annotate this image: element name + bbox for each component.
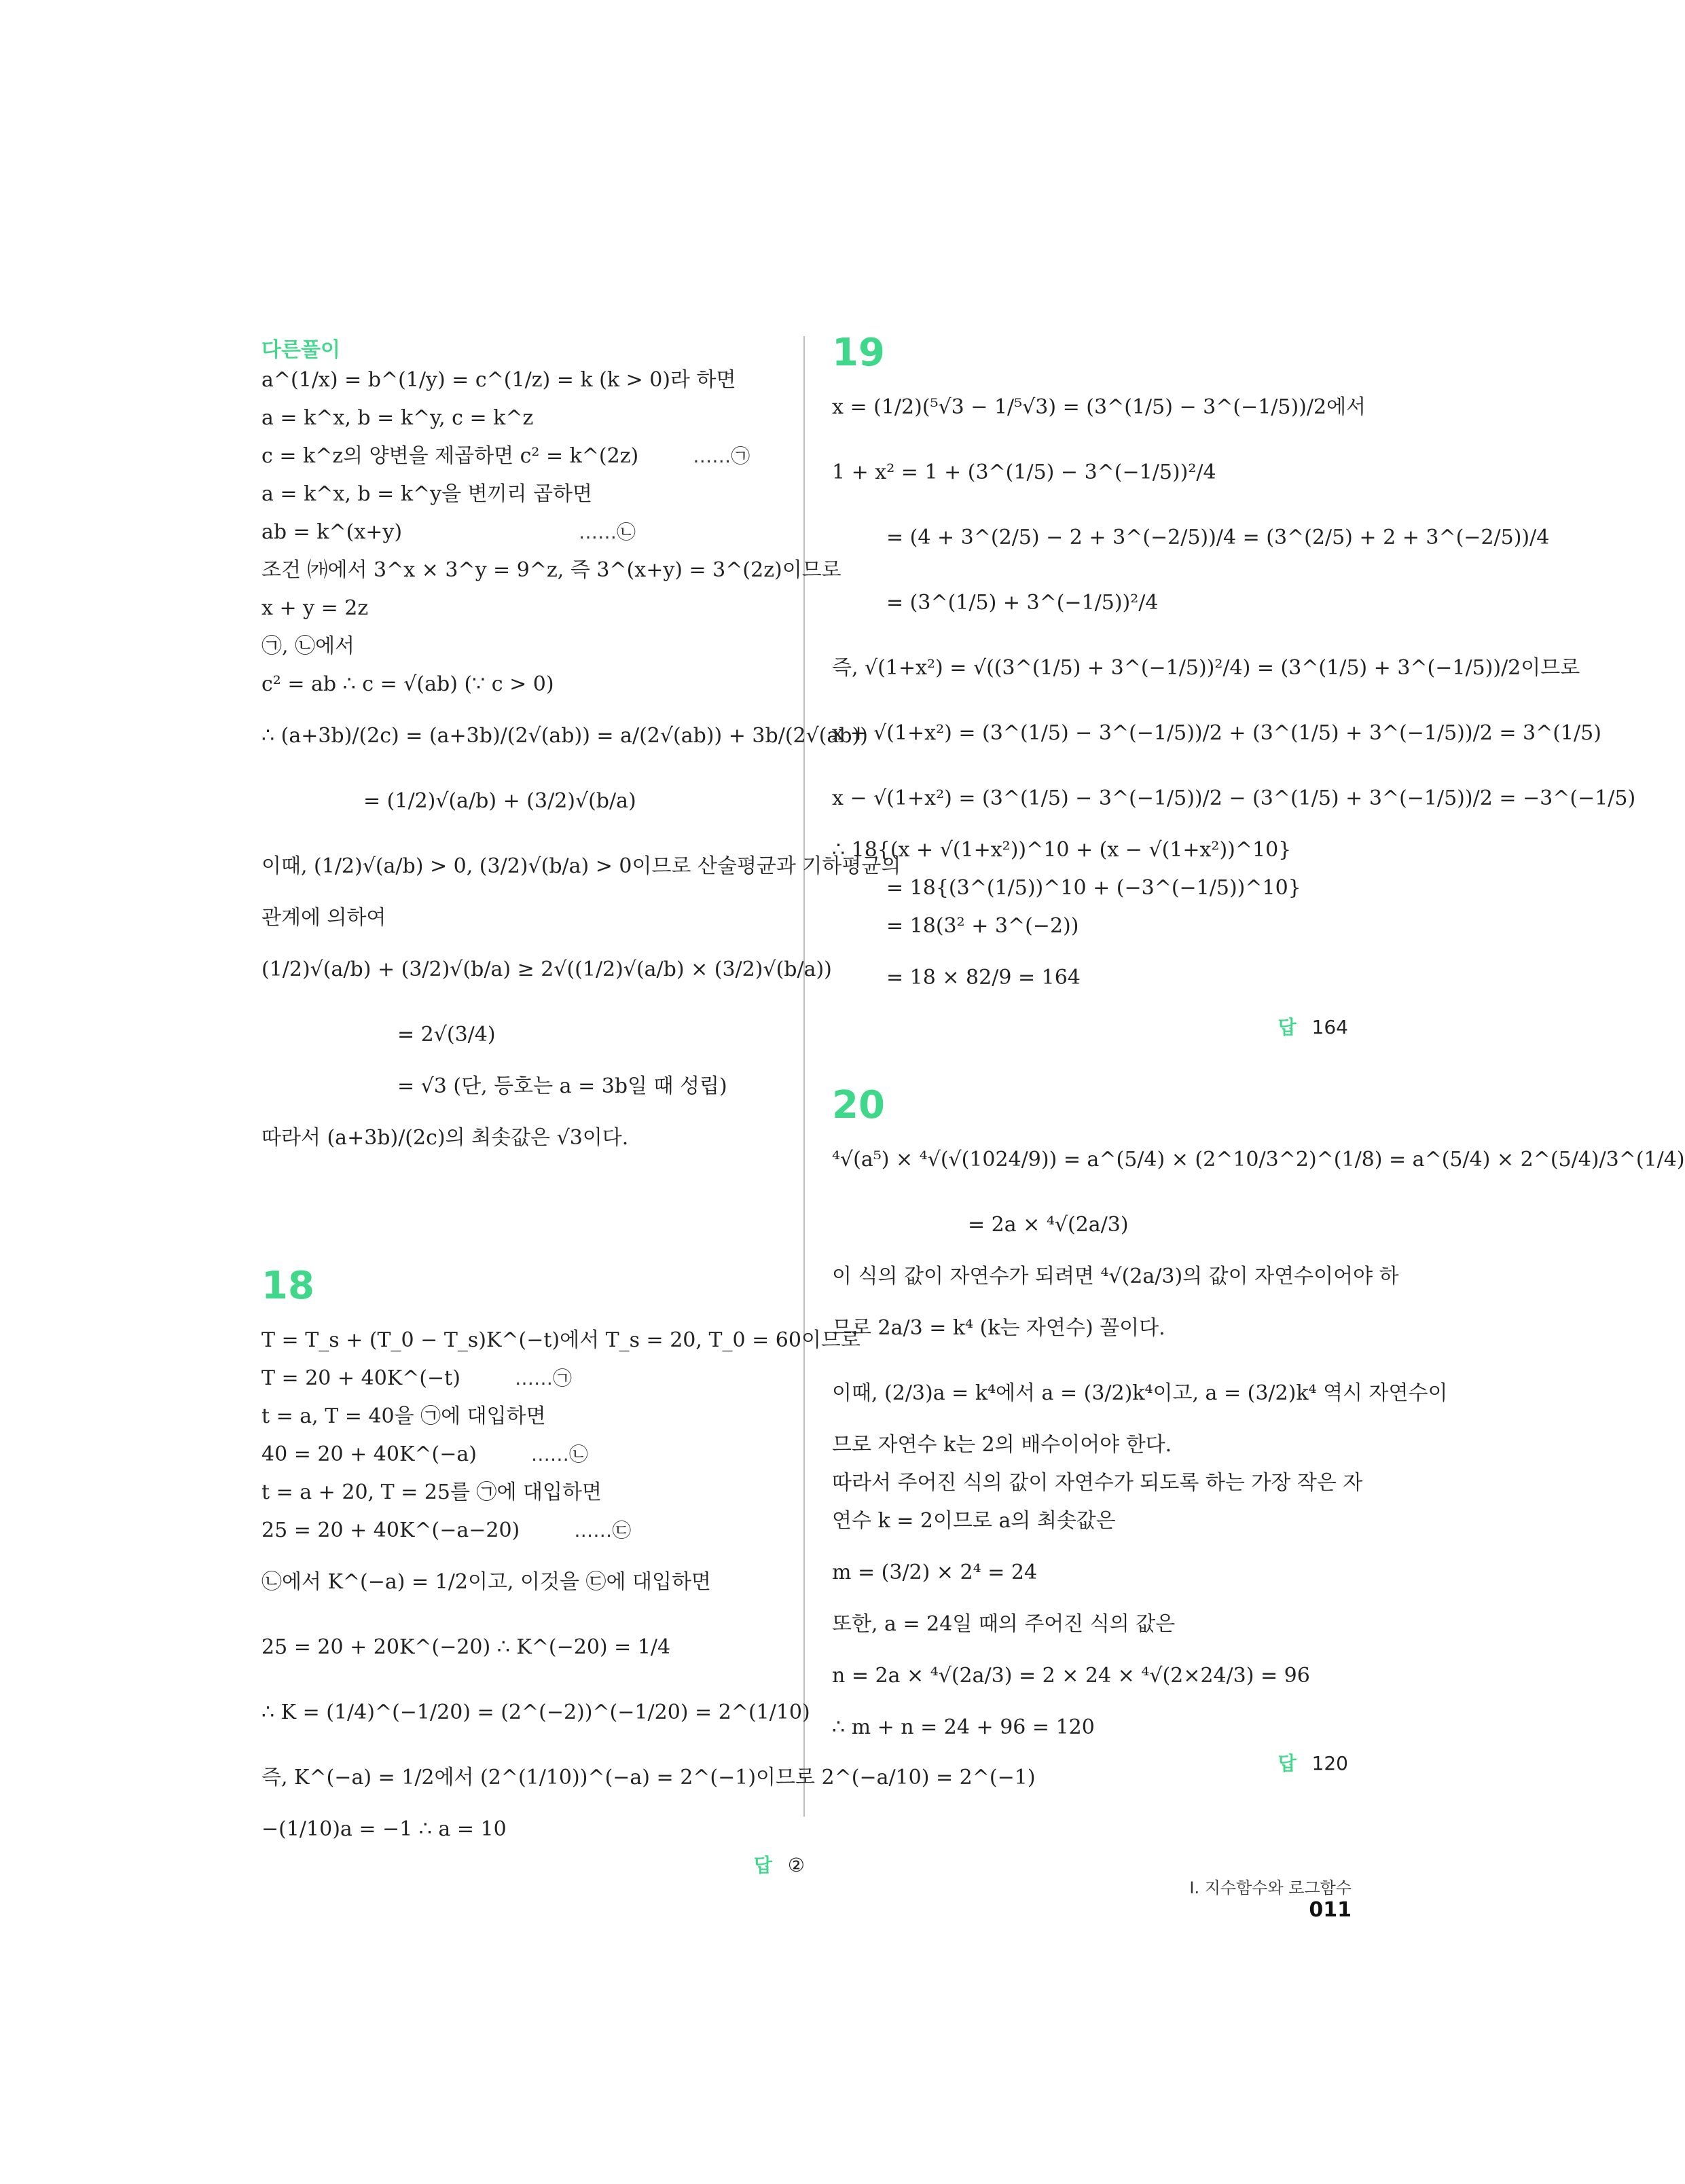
p19-line-11: = 18 × 82/9 = 164: [886, 966, 1081, 989]
p20-line-4: 므로 2a/3 = k⁴ (k는 자연수) 꼴이다.: [832, 1316, 1165, 1340]
alt-line-2: a = k^x, b = k^y, c = k^z: [261, 406, 534, 430]
p20-answer: [832, 1747, 1348, 1781]
p20-answer-label: 답: [1278, 1752, 1297, 1774]
p20-line-2: = 2a × ⁴√(2a/3): [968, 1213, 1129, 1237]
p18-line-8: 25 = 20 + 20K^(−20) ∴ K^(−20) = 1/4: [261, 1635, 671, 1659]
alt-line-15: = 2√(3/4): [397, 1023, 496, 1046]
equation-tag-1: ……㉠: [693, 445, 750, 467]
chapter-title: I. 지수함수와 로그함수: [1189, 1878, 1352, 1897]
p18-line-6: [261, 1512, 805, 1550]
p18-tag-2: ……㉡: [530, 1443, 588, 1466]
alt-line-3-text: c = k^z의 양변을 제곱하면 c² = k^(2z): [261, 444, 639, 468]
alt-line-4: a = k^x, b = k^y을 변끼리 곱하면: [261, 482, 593, 506]
p19-answer-value: 164: [1311, 1016, 1348, 1038]
p18-answer-label: 답: [753, 1854, 772, 1876]
p19-line-2: 1 + x² = 1 + (3^(1/5) − 3^(−1/5))²/4: [832, 460, 1216, 484]
p19-line-1: x = (1/2)(⁵√3 − 1/⁵√3) = (3^(1/5) − 3^(−1/5))/2에서: [832, 395, 1366, 419]
alt-line-11: = (1/2)√(a/b) + (3/2)√(b/a): [363, 789, 636, 813]
p19-answer: [832, 1011, 1348, 1044]
p18-tag-1: ……㉠: [514, 1367, 572, 1389]
p18-line-1: T = T_s + (T_0 − T_s)K^(−t)에서 T_s = 20, T_0 = 60이므로: [261, 1328, 860, 1352]
alt-line-8: ㉠, ㉡에서: [261, 634, 355, 658]
p20-line-6: 므로 자연수 k는 2의 배수이어야 한다.: [832, 1433, 1172, 1457]
p20-answer-value: 120: [1311, 1752, 1348, 1774]
problem-19-number: 19: [832, 331, 885, 375]
alt-line-5: [261, 513, 805, 551]
alt-line-17: 따라서 (a+3b)/(2c)의 최솟값은 √3이다.: [261, 1126, 629, 1150]
alt-line-3: [261, 437, 805, 475]
p20-line-10: 또한, a = 24일 때의 주어진 식의 값은: [832, 1612, 1176, 1636]
alt-line-10: ∴ (a+3b)/(2c) = (a+3b)/(2√(ab)) = a/(2√(ab)) + 3b/(2√(ab)): [261, 724, 868, 748]
alt-line-5-text: ab = k^(x+y): [261, 520, 403, 544]
alt-line-13: 관계에 의하여: [261, 906, 386, 930]
p20-line-1: ⁴√(a⁵) × ⁴√(√(1024/9)) = a^(5/4) × (2^10/3^2)^(1/8) = a^(5/4) × 2^(5/4)/3^(1/4): [832, 1148, 1685, 1171]
alt-line-12: 이때, (1/2)√(a/b) > 0, (3/2)√(b/a) > 0이므로 산술평균과 기하평균의: [261, 854, 901, 878]
page-number: 011: [1309, 1898, 1352, 1922]
p18-line-6-text: 25 = 20 + 40K^(−a−20): [261, 1518, 520, 1542]
alt-line-1: a^(1/x) = b^(1/y) = c^(1/z) = k (k > 0)라 하면: [261, 368, 736, 392]
p19-line-8: ∴ 18{(x + √(1+x²))^10 + (x − √(1+x²))^10}: [832, 838, 1292, 862]
p18-line-3: t = a, T = 40을 ㉠에 대입하면: [261, 1404, 546, 1428]
problem-18-number: 18: [261, 1264, 314, 1308]
p18-line-4: [261, 1436, 805, 1474]
page-footer: [1155, 1874, 1352, 1922]
p20-line-12: ∴ m + n = 24 + 96 = 120: [832, 1715, 1095, 1739]
alternative-solution-title: 다른풀이: [261, 338, 340, 362]
p19-answer-label: 답: [1278, 1016, 1297, 1038]
p18-answer-value: ②: [787, 1854, 805, 1876]
p19-line-10: = 18(3² + 3^(−2)): [886, 914, 1079, 938]
alt-line-7: x + y = 2z: [261, 596, 369, 620]
p19-line-4: = (3^(1/5) + 3^(−1/5))²/4: [886, 591, 1159, 615]
p20-line-11: n = 2a × ⁴√(2a/3) = 2 × 24 × ⁴√(2×24/3) = 96: [832, 1664, 1310, 1688]
p19-line-3: = (4 + 3^(2/5) − 2 + 3^(−2/5))/4 = (3^(2/5) + 2 + 3^(−2/5))/4: [886, 526, 1550, 549]
p18-line-10: 즉, K^(−a) = 1/2에서 (2^(1/10))^(−a) = 2^(−1)이므로 2^(−a/10) = 2^(−1): [261, 1766, 1036, 1789]
p18-line-11: −(1/10)a = −1 ∴ a = 10: [261, 1817, 507, 1841]
p18-line-7: ㉡에서 K^(−a) = 1/2이고, 이것을 ㉢에 대입하면: [261, 1570, 711, 1594]
p18-tag-3: ……㉢: [574, 1519, 632, 1542]
p20-line-8: 연수 k = 2이므로 a의 최솟값은: [832, 1509, 1116, 1533]
alt-line-6: 조건 ㈎에서 3^x × 3^y = 9^z, 즉 3^(x+y) = 3^(2z)이므로: [261, 558, 841, 582]
p19-line-6: x + √(1+x²) = (3^(1/5) − 3^(−1/5))/2 + (3^(1/5) + 3^(−1/5))/2 = 3^(1/5): [832, 721, 1601, 745]
p19-line-9: = 18{(3^(1/5))^10 + (−3^(−1/5))^10}: [886, 876, 1301, 900]
p20-line-7: 따라서 주어진 식의 값이 자연수가 되도록 하는 가장 작은 자: [832, 1471, 1363, 1495]
p18-line-2-text: T = 20 + 40K^(−t): [261, 1366, 460, 1390]
p20-line-5: 이때, (2/3)a = k⁴에서 a = (3/2)k⁴이고, a = (3/2)k⁴ 역시 자연수이: [832, 1381, 1448, 1405]
p18-line-5: t = a + 20, T = 25를 ㉠에 대입하면: [261, 1480, 602, 1504]
p18-line-2: [261, 1360, 805, 1398]
p18-answer: [261, 1849, 805, 1882]
alt-line-9: c² = ab ∴ c = √(ab) (∵ c > 0): [261, 672, 554, 696]
equation-tag-2: ……㉡: [579, 521, 636, 543]
alt-line-14: (1/2)√(a/b) + (3/2)√(b/a) ≥ 2√((1/2)√(a/b) × (3/2)√(b/a)): [261, 958, 832, 981]
p18-line-9: ∴ K = (1/4)^(−1/20) = (2^(−2))^(−1/20) = 2^(1/10): [261, 1700, 810, 1724]
p19-line-7: x − √(1+x²) = (3^(1/5) − 3^(−1/5))/2 − (3^(1/5) + 3^(−1/5))/2 = −3^(−1/5): [832, 786, 1636, 810]
p18-line-4-text: 40 = 20 + 40K^(−a): [261, 1442, 477, 1466]
p19-line-5: 즉, √(1+x²) = √((3^(1/5) + 3^(−1/5))²/4) = (3^(1/5) + 3^(−1/5))/2이므로: [832, 656, 1580, 680]
right-column: [832, 331, 1685, 1781]
problem-20-number: 20: [832, 1083, 885, 1127]
p20-line-9: m = (3/2) × 2⁴ = 24: [832, 1561, 1038, 1584]
p20-line-3: 이 식의 값이 자연수가 되려면 ⁴√(2a/3)의 값이 자연수이어야 하: [832, 1264, 1399, 1288]
alt-line-16: = √3 (단, 등호는 a = 3b일 때 성립): [397, 1074, 727, 1098]
